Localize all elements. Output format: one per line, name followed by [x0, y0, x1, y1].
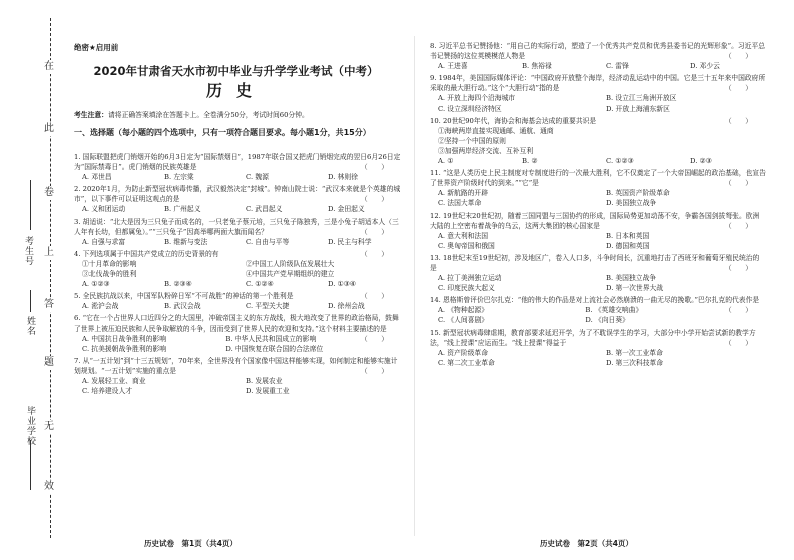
answer-option: B. 焦裕禄 [522, 62, 552, 71]
option-group [430, 61, 766, 71]
exam-title: 2020年甘肃省天水市初中毕业与升学学业考试（中考） [93, 64, 379, 78]
answer-option: C. 雷锋 [606, 62, 629, 71]
question-stem: 14. 恩格斯曾评价巴尔扎克：“他的伟大的作品是对上流社会必然崩溃的一曲无尽的挽歌。”巴尔扎克的代表作是 （ ） [430, 295, 766, 305]
answer-bracket: （ ） [360, 163, 388, 172]
answer-option: ①海峡两岸直接实现通邮、通航、通商 [438, 126, 554, 135]
answer-option: C. ①②③ [606, 157, 634, 166]
answer-option: D. 中国恢复在联合国的合法席位 [225, 344, 324, 353]
answer-option: D. ②③ [690, 157, 712, 166]
option-group [430, 126, 766, 156]
answer-option: A. 意大利和法国 [438, 231, 489, 240]
answer-option: B. ②③④ [164, 280, 192, 289]
seal-char: 卷 [44, 187, 54, 198]
answer-option: A. 资产阶级革命 [438, 348, 489, 357]
answer-option: A. 《物种起源》 [438, 306, 489, 315]
answer-option: B. 中华人民共和国成立的影响 [225, 334, 317, 343]
answer-option: A. 自强与求富 [82, 237, 126, 246]
candidate-notice [74, 110, 402, 121]
answer-option: B. 设立江三角洲开放区 [606, 94, 677, 103]
question-list-left [74, 152, 402, 396]
option-group [74, 204, 402, 214]
answer-bracket: （ ） [360, 227, 388, 236]
answer-option: A. ① [438, 157, 454, 166]
answer-option: A. 义和团运动 [82, 205, 126, 214]
question-item [430, 295, 766, 325]
question-item [74, 291, 402, 311]
answer-option: D. ①③④ [328, 280, 356, 289]
question-stem: 6. “它在一个占世界人口近四分之的大国里，冲破帝国主义的东方战线，极大地改变了世界的政治格局，鼓舞了世界上被压迫民族和人民争取解放的斗争，因而受到了世界人民的欢迎和支持。”这个材料主要描述的是 （ ） [74, 313, 402, 333]
answer-option: A. 王进喜 [438, 62, 468, 71]
answer-option: C. 奥匈帝国和俄国 [438, 241, 495, 250]
question-stem: 1. 国际联盟把虎门销烟开始的6月3日定为“国际禁烟日”，1987年联合国又把虎门销烟完成的翌日6月26日定为“国际禁毒日”。虎门销烟的民族英雄是 （ ） [74, 153, 401, 172]
question-item [430, 253, 766, 293]
question-item [430, 168, 766, 208]
answer-bracket: （ ） [724, 52, 752, 61]
answer-option: C. 魏源 [246, 173, 269, 182]
answer-option: D. 第一次世界大战 [606, 284, 664, 293]
seal-char: 无 [44, 421, 54, 432]
question-stem: 7. 从“一五计划”到“十三五规划”，70年来，全世界没有个国家像中国这样能够实现，如何制定和能够实施计划规划。“一五计划”实施的重点是 （ ） [74, 356, 402, 376]
answer-option: ③北伐战争的胜利 [82, 270, 137, 279]
answer-option: B. ② [522, 157, 538, 166]
answer-option: A. 邓世昌 [82, 173, 112, 182]
question-item [74, 249, 402, 279]
answer-bracket: （ ） [724, 306, 752, 315]
notice-text: 请将正确答案填涂在答题卡上。全卷满分50分，考试时间60分钟。 [107, 111, 309, 119]
page-1 [70, 0, 402, 560]
option-group [74, 237, 402, 247]
option-group [74, 376, 402, 396]
question-stem: 12. 19世纪末20世纪初，随着三国同盟与三国协约的形成，国际局势更加动荡不安，争霸各国剑拔弩张。欧洲大陆的上空密布着战争的乌云，这两大集团的核心国家是 （ ） [430, 211, 766, 231]
option-group [430, 273, 766, 293]
answer-option: D. 德国和英国 [606, 241, 650, 250]
answer-option: C. 自由与平等 [246, 237, 290, 246]
seal-char: 上 [44, 247, 54, 258]
seal-char: 此 [44, 123, 54, 134]
answer-bracket: （ ） [724, 84, 752, 93]
question-stem: 8. 习近平总书记赞扬他：“用自己的实际行动，塑造了一个优秀共产党员和优秀县委书记的光辉形象”。习近平总书记赞扬的这位英模模范人物是 （ ） [430, 42, 766, 61]
question-stem: 13. 18世纪末至19世纪初，涉及地区广，卷入人口多，斗争时间长，沉重地打击了西班牙和葡萄牙殖民统治的是 （ ） [430, 253, 766, 273]
question-item [74, 279, 402, 289]
answer-option: B. 广州起义 [164, 205, 201, 214]
answer-option: C. 武昌起义 [246, 205, 283, 214]
answer-option: D. 林则徐 [328, 173, 358, 182]
answer-option: C. 设立深圳经济特区 [438, 104, 502, 113]
option-group [74, 259, 402, 279]
binding-margin [0, 0, 64, 560]
answer-option: C. ①②④ [246, 280, 274, 289]
question-list-right [430, 41, 766, 368]
answer-option: C. 《人间喜剧》 [438, 316, 489, 325]
answer-bracket: （ ） [360, 195, 388, 204]
answer-bracket: （ ） [360, 366, 388, 375]
answer-bracket: （ ） [724, 179, 752, 188]
question-item [430, 328, 766, 368]
question-stem: 10. 20世纪90年代，海协会和海基会达成的重要共识是 （ ） [430, 116, 766, 126]
seal-char: 在 [44, 61, 54, 72]
answer-option: D. 金田起义 [328, 205, 365, 214]
exam-number-field[interactable] [30, 180, 31, 230]
seal-char: 题 [44, 357, 54, 368]
answer-option: B. 发展农业 [246, 376, 283, 385]
page-footer-1: 历史试卷 第1页（共4页） [144, 539, 237, 548]
answer-option: B. 《英雄交响曲》 [585, 306, 643, 315]
answer-option: C. 平型关大捷 [246, 302, 290, 311]
question-item [430, 156, 766, 166]
answer-option: C. 印度民族大起义 [438, 284, 495, 293]
question-item [74, 184, 402, 214]
question-item [74, 313, 402, 353]
option-group [430, 348, 766, 368]
option-group [74, 334, 361, 354]
answer-bracket: （ ） [724, 116, 752, 125]
answer-option: B. 左宗棠 [164, 173, 194, 182]
answer-option: ①十月革命的影响 [82, 259, 137, 268]
school-label: 毕业学校 [25, 406, 35, 446]
answer-option: A. ①②③ [82, 280, 110, 289]
subject-title: 历史 [205, 81, 266, 100]
option-group [430, 156, 766, 166]
answer-option: D. 民主与科学 [328, 237, 372, 246]
answer-option: B. 武汉会战 [164, 302, 201, 311]
option-group [74, 301, 402, 311]
answer-option: B. 维新与变法 [164, 237, 208, 246]
answer-option: D. 邓少云 [690, 62, 720, 71]
answer-option: D. 第三次科技革命 [606, 358, 664, 367]
question-stem: 4. 下列选项属于中国共产党成立的历史背景的有 （ ） [74, 249, 402, 259]
seal-char: 答 [44, 299, 54, 310]
question-item [74, 217, 402, 247]
answer-option: D. 开放上海浦东新区 [606, 104, 670, 113]
question-item [430, 211, 766, 251]
seal-dashed-line [50, 18, 51, 538]
section-heading: 一、选择题（每小题的四个选项中，只有一项符合题目要求。每小题1分，共15分） [74, 128, 371, 137]
question-item [430, 116, 766, 156]
answer-option: B. 美国独立战争 [606, 274, 657, 283]
option-group [430, 305, 725, 325]
question-stem: 5. 全民族抗战以来，中国军队粉碎日军“不可战胜”的神话的第一个胜利是 （ ） [74, 291, 402, 301]
answer-option: A. 新航路的开辟 [438, 189, 489, 198]
question-stem: 11. “这是人类历史上民主制度对专制度进行的一次最大胜利，它不仅奠定了一个大帝国崛起的政治基础，也宣告了世界资产阶级时代的到来。”“它”是 （ ） [430, 169, 766, 188]
answer-option: B. 第一次工业革命 [606, 348, 663, 357]
seal-char: 效 [44, 481, 54, 492]
option-group [74, 279, 402, 289]
answer-option: D. 美国独立战争 [606, 199, 657, 208]
answer-bracket: （ ） [724, 338, 752, 347]
page-2 [430, 0, 766, 560]
answer-option: B. 英国资产阶级革命 [606, 189, 670, 198]
answer-option: ②中国工人阶级队伍发展壮大 [246, 259, 335, 268]
option-group [430, 93, 766, 113]
answer-option: A. 拉丁美洲独立运动 [438, 274, 502, 283]
answer-option: C. 培养建设人才 [82, 387, 133, 396]
option-group [430, 188, 766, 208]
question-stem: 15. 新型冠状病毒肆虐期，教育部要求延迟开学，为了不耽误学生的学习，大部分中小学开始尝试新的教学方法，“线上授课”应运而生。“线上授课”得益于 （ ） [430, 328, 766, 348]
page-divider [414, 36, 415, 536]
answer-option: ②坚持一个中国的原则 [438, 136, 506, 145]
question-stem: 3. 胡适说：“北大是因为三只兔子而成名的，一只老兔子蔡元培，三只兔子陈独秀，三是小兔子胡适本人（三人年有长幼，但都属兔）。”“三只兔子”因高举哪两面大旗而闻名？ （ ） [74, 217, 402, 237]
answer-bracket: （ ） [360, 292, 388, 301]
answer-option: C. 法国大革命 [438, 199, 482, 208]
name-field[interactable] [30, 290, 31, 312]
school-field[interactable] [30, 440, 31, 490]
answer-bracket: （ ） [724, 221, 752, 230]
question-stem: 9. 1984年，美国国际媒体评论：“中国政府开放整个海岸，经济动乱运动中的中国。它是三十五年来中国政府所采取的最大胆行动。”这个“大胆行动”指的是 （ ） [430, 74, 766, 93]
answer-option: A. 淞沪会战 [82, 302, 119, 311]
option-group [430, 231, 766, 251]
answer-option: B. 日本和英国 [606, 231, 650, 240]
name-label: 姓名 [25, 316, 35, 336]
answer-bracket: （ ） [360, 334, 388, 343]
question-item [430, 73, 766, 113]
answer-option: ③加强两岸经济交流、互补互利 [438, 146, 534, 155]
answer-option: D. 发展重工业 [246, 387, 290, 396]
answer-option: A. 发展轻工业、商业 [82, 376, 146, 385]
answer-bracket: （ ） [724, 263, 752, 272]
answer-option: A. 中国抗日战争胜利的影响 [82, 334, 166, 343]
answer-option: D. 徐州会战 [328, 302, 365, 311]
answer-option: C. 第二次工业革命 [438, 358, 495, 367]
exam-number-label: 考生号 [23, 236, 33, 266]
notice-label: 考生注意： [74, 111, 108, 119]
question-item [74, 356, 402, 396]
answer-option: A. 开放上海四个沿海城市 [438, 94, 516, 103]
answer-option: ④中国共产党早期组织的建立 [246, 270, 335, 279]
confidential-mark: 绝密★启用前 [74, 43, 119, 52]
answer-option: C. 抗美援朝战争胜利的影响 [82, 344, 167, 353]
question-item [430, 41, 766, 71]
option-group [74, 172, 402, 182]
answer-bracket: （ ） [360, 249, 388, 258]
question-item [74, 152, 402, 182]
answer-option: D. 《向日葵》 [585, 316, 629, 325]
question-stem: 2. 2020年1月，为防止新型冠状病毒传播，武汉毅然决定“封城”。钟南山院士说：“武汉本来就是个英雄的城市”，以下事件可以证明这观点的是 （ ） [74, 185, 401, 204]
page-footer-2: 历史试卷 第2页（共4页） [540, 539, 633, 548]
